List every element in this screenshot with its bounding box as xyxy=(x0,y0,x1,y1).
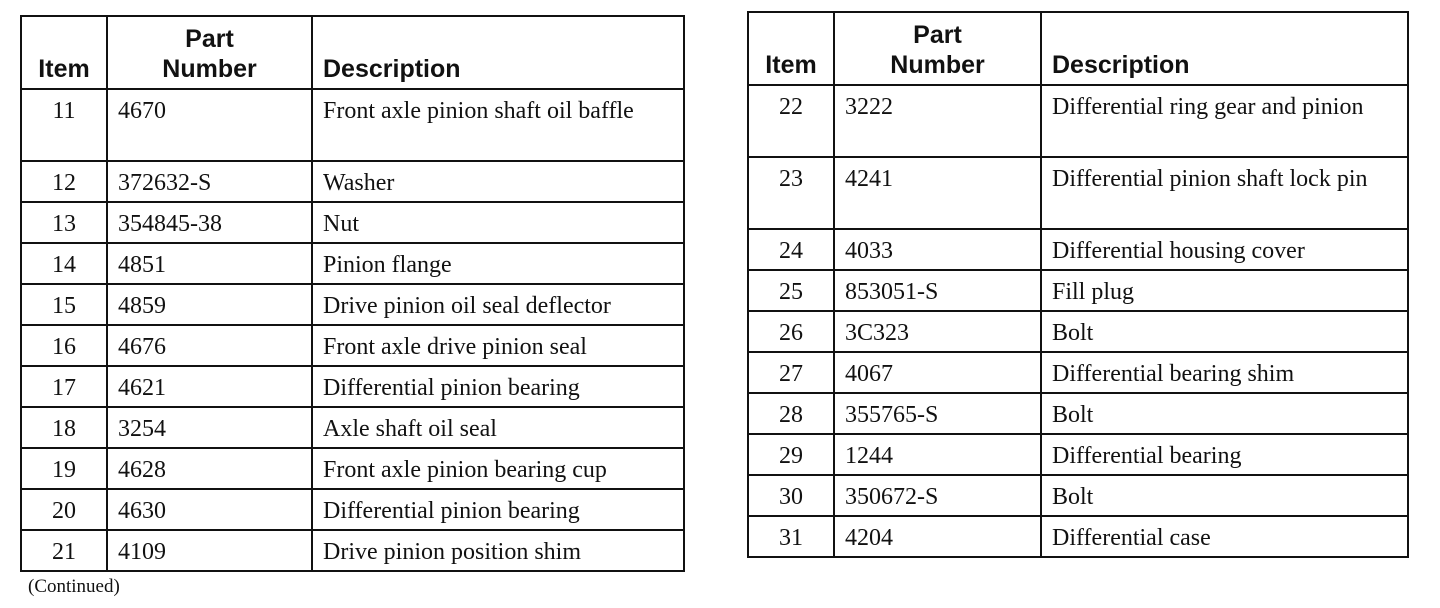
part-number: 4241 xyxy=(834,157,1041,229)
table-row xyxy=(21,448,684,489)
table-row xyxy=(748,516,1408,557)
part-description: Drive pinion oil seal deflector xyxy=(312,284,684,325)
table-row xyxy=(748,434,1408,475)
item-column-header: Item xyxy=(748,12,834,85)
item-number: 13 xyxy=(21,202,107,243)
header-row xyxy=(748,12,1408,85)
item-number: 29 xyxy=(748,434,834,475)
part-description: Bolt xyxy=(1041,393,1408,434)
table-row xyxy=(21,89,684,161)
table-row xyxy=(748,85,1408,157)
table-row xyxy=(21,407,684,448)
part-number-column-header xyxy=(107,16,312,89)
table-row xyxy=(748,157,1408,229)
part-number-header-line2: Number xyxy=(162,55,257,83)
item-number: 31 xyxy=(748,516,834,557)
part-description: Differential pinion shaft lock pin xyxy=(1041,157,1408,229)
part-number: 1244 xyxy=(834,434,1041,475)
description-column-header: Description xyxy=(1041,12,1408,85)
item-number: 18 xyxy=(21,407,107,448)
part-description: Front axle pinion shaft oil baffle xyxy=(312,89,684,161)
part-number: 4033 xyxy=(834,229,1041,270)
part-description: Differential case xyxy=(1041,516,1408,557)
item-number: 12 xyxy=(21,161,107,202)
table-row xyxy=(21,489,684,530)
table-row xyxy=(21,366,684,407)
part-number: 355765-S xyxy=(834,393,1041,434)
part-description: Drive pinion position shim xyxy=(312,530,684,571)
part-number: 4676 xyxy=(107,325,312,366)
item-number: 19 xyxy=(21,448,107,489)
part-description: Differential ring gear and pinion xyxy=(1041,85,1408,157)
part-description: Washer xyxy=(312,161,684,202)
part-description: Pinion flange xyxy=(312,243,684,284)
part-description: Fill plug xyxy=(1041,270,1408,311)
table-row xyxy=(21,530,684,571)
table-row xyxy=(21,325,684,366)
part-number: 4670 xyxy=(107,89,312,161)
item-number: 27 xyxy=(748,352,834,393)
part-number-header-line1: Part xyxy=(185,25,234,53)
item-number: 23 xyxy=(748,157,834,229)
item-number: 17 xyxy=(21,366,107,407)
part-description: Bolt xyxy=(1041,311,1408,352)
part-description: Front axle drive pinion seal xyxy=(312,325,684,366)
table-row xyxy=(748,352,1408,393)
part-number: 3222 xyxy=(834,85,1041,157)
part-number: 4630 xyxy=(107,489,312,530)
part-description: Axle shaft oil seal xyxy=(312,407,684,448)
part-number: 372632-S xyxy=(107,161,312,202)
table-row xyxy=(748,475,1408,516)
item-number: 14 xyxy=(21,243,107,284)
part-number: 4628 xyxy=(107,448,312,489)
part-description: Front axle pinion bearing cup xyxy=(312,448,684,489)
part-description: Differential pinion bearing xyxy=(312,366,684,407)
table-row xyxy=(21,284,684,325)
table-row xyxy=(21,202,684,243)
item-number: 20 xyxy=(21,489,107,530)
item-number: 26 xyxy=(748,311,834,352)
part-number: 3254 xyxy=(107,407,312,448)
item-number: 16 xyxy=(21,325,107,366)
continued-note: (Continued) xyxy=(28,576,120,597)
part-description: Differential bearing shim xyxy=(1041,352,1408,393)
table-row xyxy=(748,270,1408,311)
part-number-column-header xyxy=(834,12,1041,85)
table-row xyxy=(21,161,684,202)
part-number: 4859 xyxy=(107,284,312,325)
item-column-header: Item xyxy=(21,16,107,89)
part-number: 354845-38 xyxy=(107,202,312,243)
item-number: 24 xyxy=(748,229,834,270)
item-number: 15 xyxy=(21,284,107,325)
part-description: Differential housing cover xyxy=(1041,229,1408,270)
part-number: 350672-S xyxy=(834,475,1041,516)
part-description: Differential pinion bearing xyxy=(312,489,684,530)
part-number: 4067 xyxy=(834,352,1041,393)
part-number: 4109 xyxy=(107,530,312,571)
part-number: 4851 xyxy=(107,243,312,284)
description-column-header: Description xyxy=(312,16,684,89)
item-number: 28 xyxy=(748,393,834,434)
table-row xyxy=(21,243,684,284)
table-row xyxy=(748,393,1408,434)
part-number: 3C323 xyxy=(834,311,1041,352)
part-description: Bolt xyxy=(1041,475,1408,516)
item-number: 30 xyxy=(748,475,834,516)
part-description: Nut xyxy=(312,202,684,243)
part-description: Differential bearing xyxy=(1041,434,1408,475)
item-number: 11 xyxy=(21,89,107,161)
part-number-header-line2: Number xyxy=(890,51,985,79)
item-number: 22 xyxy=(748,85,834,157)
part-number: 4204 xyxy=(834,516,1041,557)
table-row xyxy=(748,311,1408,352)
part-number-header-line1: Part xyxy=(913,21,962,49)
header-row xyxy=(21,16,684,89)
parts-table-left xyxy=(20,15,685,572)
item-number: 25 xyxy=(748,270,834,311)
table-row xyxy=(748,229,1408,270)
part-number: 853051-S xyxy=(834,270,1041,311)
item-number: 21 xyxy=(21,530,107,571)
parts-table-right xyxy=(747,11,1409,558)
part-number: 4621 xyxy=(107,366,312,407)
